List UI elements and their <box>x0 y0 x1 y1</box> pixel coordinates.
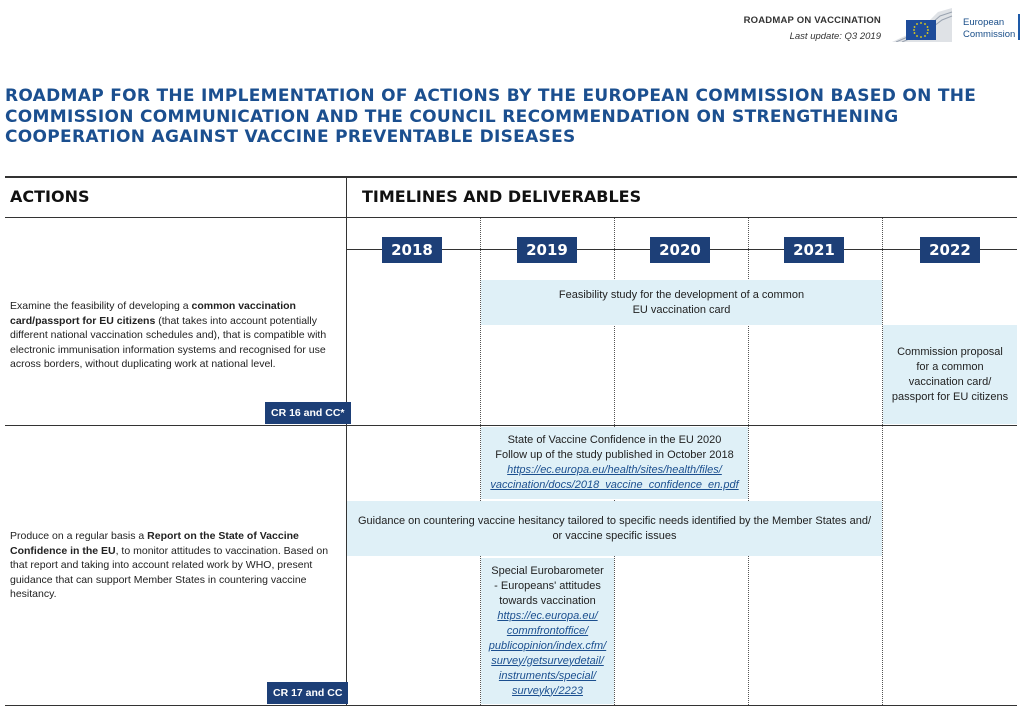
separator-2021-2022 <box>882 218 883 705</box>
action-2-reference-badge: CR 17 and CC <box>267 682 348 704</box>
year-2021: 2021 <box>784 237 844 263</box>
timelines-heading: TIMELINES AND DELIVERABLES <box>362 187 642 206</box>
eurobarometer-link-line-6[interactable]: surveyky/2223 <box>512 684 583 697</box>
page-title: ROADMAP FOR THE IMPLEMENTATION OF ACTIONS BY THE EUROPEAN COMMISSION BASED ON THE COMMISSION COMMUNICATION AND THE COUNCIL RECOMMENDATION ON STRENGTHENING COOPERATION AGAINST VACCINE PREVENTABLE DISEASES <box>5 86 977 147</box>
last-update: Last update: Q3 2019 <box>789 31 881 42</box>
logo-accent-bar <box>1018 14 1020 40</box>
eurobarometer-link-line-4[interactable]: survey/getsurveydetail/ <box>491 654 604 667</box>
action-2-description: Produce on a regular basis a Report on the State of Vaccine Confidence in the EU, to monitor attitudes to vaccination. Based on that report and taking into account related work by WHO, present guidance that can support Member States in countering vaccine hesitancy. <box>10 530 329 600</box>
header-bottom-rule <box>5 217 1017 218</box>
actions-heading: ACTIONS <box>10 187 90 206</box>
action-1-reference-badge: CR 16 and CC* <box>265 402 351 424</box>
eurobarometer-link-line-1[interactable]: https://ec.europa.eu/ <box>497 609 598 622</box>
column-divider <box>346 178 347 705</box>
eurobarometer-link-line-3[interactable]: publicopinion/index.cfm/ <box>488 639 607 652</box>
commission-proposal-box: Commission proposal for a common vaccination card/ passport for EU citizens <box>883 325 1017 424</box>
year-2022: 2022 <box>920 237 980 263</box>
eurobarometer-box: Special Eurobarometer - Europeans' attitudes towards vaccination https://ec.europa.eu/ commfrontoffice/ publicopinion/index.cfm/ survey/getsurveydetail/ instruments/special/ surveyky/2223 <box>481 558 614 704</box>
table-bottom-rule <box>5 705 1017 706</box>
logo-wordmark: European Commission <box>963 17 1016 40</box>
guidance-box: Guidance on countering vaccine hesitancy tailored to specific needs identified by the Member States and/ or vaccine specific issues <box>347 501 882 556</box>
eurobarometer-link-line-5[interactable]: instruments/special/ <box>498 669 597 682</box>
row-divider <box>5 425 1017 426</box>
year-2018: 2018 <box>382 237 442 263</box>
action-1-description: Examine the feasibility of developing a common vaccination card/passport for EU citizens (that takes into account potentially different national vaccination schedules and), that is compatible with electronic immunisation information systems and recognised for use across borders, without duplicating work at national level. <box>10 300 327 370</box>
year-2019: 2019 <box>517 237 577 263</box>
vaccine-confidence-report-box: State of Vaccine Confidence in the EU 2020 Follow up of the study published in October 2018 https://ec.europa.eu/health/sites/health/files/ vaccination/docs/2018_vaccine_confidence_en.pdf <box>481 427 748 499</box>
report-link-line-1[interactable]: https://ec.europa.eu/health/sites/health/files/ <box>507 464 722 476</box>
report-link-line-2[interactable]: vaccination/docs/2018_vaccine_confidence_en.pdf <box>490 479 739 491</box>
year-2020: 2020 <box>650 237 710 263</box>
feasibility-study-box: Feasibility study for the development of a common EU vaccination card <box>481 280 882 325</box>
table-top-rule <box>5 176 1017 178</box>
document-title: ROADMAP ON VACCINATION <box>743 15 881 26</box>
eurobarometer-link-line-2[interactable]: commfrontoffice/ <box>506 624 589 637</box>
